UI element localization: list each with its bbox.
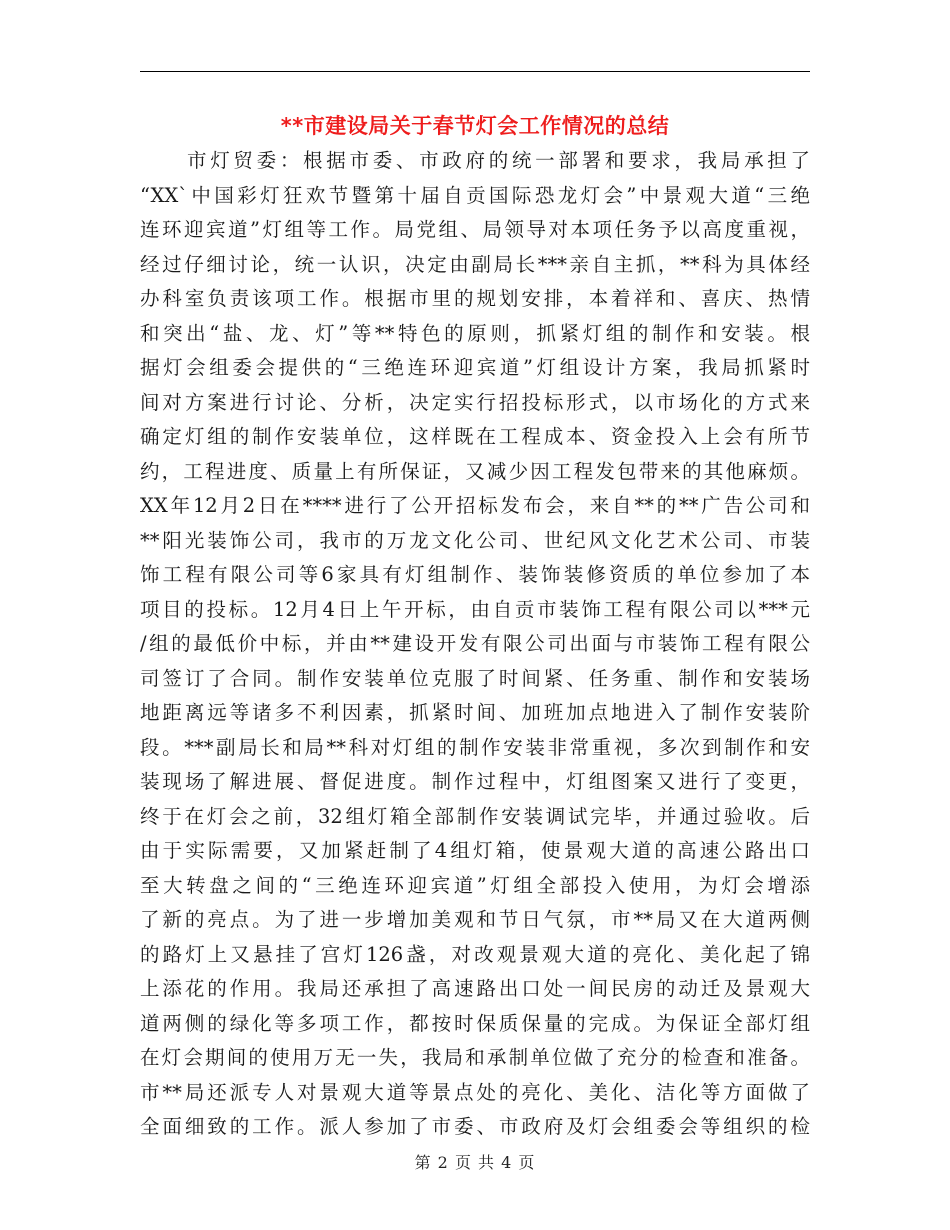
body-line: 的路灯上又悬挂了宫灯126盏，对改观景观大道的亮化、美化起了锦 [140,942,810,966]
body-line: 饰工程有限公司等6家具有灯组制作、装饰装修资质的单位参加了本 [140,563,810,586]
body-line: 由于实际需要，又加紧赶制了4组灯箱，使景观大道的高速公路出口 [140,839,810,862]
body-line: “XX`中国彩灯狂欢节暨第十届自贡国际恐龙灯会”中景观大道“三绝 [140,183,810,207]
body-line: 连环迎宾道”灯组等工作。局党组、局领导对本项任务予以高度重视， [140,218,810,241]
body-line: /组的最低价中标，并由**建设开发有限公司出面与市装饰工程有限公 [140,632,810,655]
body-line: 地距离远等诸多不利因素，抓紧时间、加班加点地进入了制作安装阶 [140,701,810,724]
body-line: 终于在灯会之前，32组灯箱全部制作安装调试完毕，并通过验收。后 [140,804,810,828]
body-line: 道两侧的绿化等多项工作，都按时保质保量的完成。为保证全部灯组 [140,1011,810,1035]
body-line: 至大转盘之间的“三绝连环迎宾道”灯组全部投入使用，为灯会增添 [140,873,810,897]
body-line: 全面细致的工作。派人参加了市委、市政府及灯会组委会等组织的检 [140,1115,810,1138]
body-line: 约，工程进度、质量上有所保证，又减少因工程发包带来的其他麻烦。 [140,459,810,483]
body-line: 在灯会期间的使用万无一失，我局和承制单位做了充分的检查和准备。 [140,1046,810,1069]
page-number-footer: 第 2 页 共 4 页 [414,1153,536,1172]
body-line: 和突出“盐、龙、灯”等**特色的原则，抓紧灯组的制作和安装。根 [140,321,810,345]
document-title: **市建设局关于春节灯会工作情况的总结 [280,114,670,138]
body-line: 间对方案进行讨论、分析，决定实行招投标形式，以市场化的方式来 [140,390,810,414]
document-body [140,144,810,1145]
body-line: 市灯贸委：根据市委、市政府的统一部署和要求，我局承担了 [187,149,810,172]
body-line: 装现场了解进展、督促进度。制作过程中，灯组图案又进行了变更， [140,770,810,793]
body-line: 段。***副局长和局**科对灯组的制作安装非常重视，多次到制作和安 [140,735,810,759]
body-line: 项目的投标。12月4日上午开标，由自贡市装饰工程有限公司以***元 [140,597,810,621]
body-line: **阳光装饰公司，我市的万龙文化公司、世纪风文化艺术公司、市装 [140,528,810,552]
body-line: 司签订了合同。制作安装单位克服了时间紧、任务重、制作和安装场 [140,666,810,690]
body-line: 办科室负责该项工作。根据市里的规划安排，本着祥和、喜庆、热情 [140,287,810,310]
body-line: 市**局还派专人对景观大道等景点处的亮化、美化、洁化等方面做了 [140,1080,810,1104]
body-line: 了新的亮点。为了进一步增加美观和节日气氛，市**局又在大道两侧 [140,908,810,931]
body-line: 上添花的作用。我局还承担了高速路出口处一间民房的动迁及景观大 [140,977,810,1000]
body-line: 确定灯组的制作安装单位，这样既在工程成本、资金投入上会有所节 [140,425,810,448]
header-rule [140,71,810,72]
body-line: 经过仔细讨论，统一认识，决定由副局长***亲自主抓，**科为具体经 [140,252,810,276]
body-line: XX年12月2日在****进行了公开招标发布会，来自**的**广告公司和 [140,494,810,517]
body-line: 据灯会组委会提供的“三绝连环迎宾道”灯组设计方案，我局抓紧时 [140,356,810,379]
